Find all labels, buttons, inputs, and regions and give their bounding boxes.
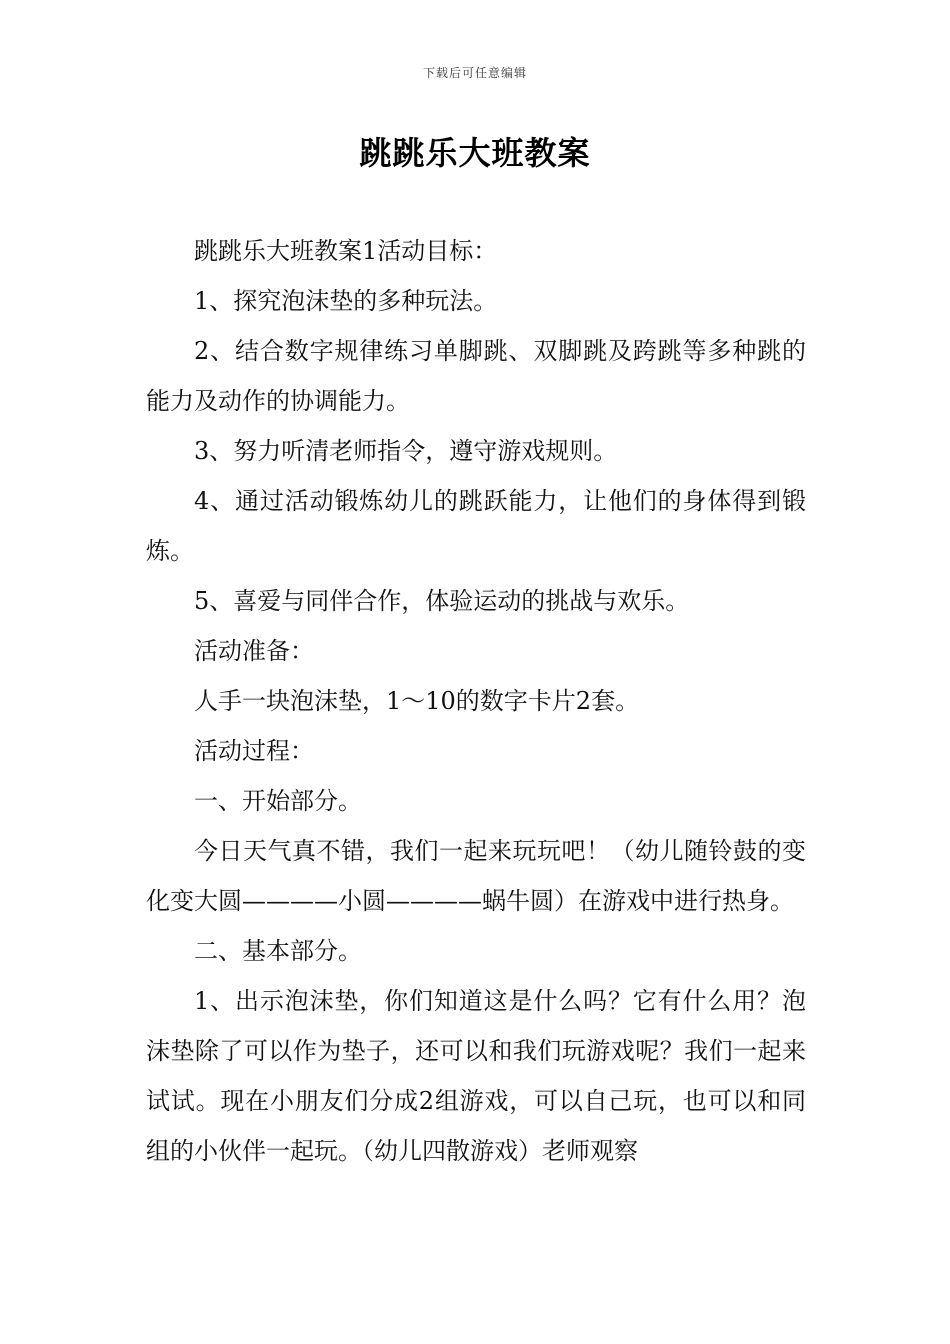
document-title: 跳跳乐大班教案: [359, 134, 591, 172]
paragraph: 1、出示泡沫垫，你们知道这是什么吗？它有什么用？泡沫垫除了可以作为垫子，还可以和我们玩游戏呢？我们一起来试试。现在小朋友们分成2组游戏，可以自己玩，也可以和同组的小伙伴一起玩。（幼儿四散游戏）老师观察: [146, 987, 806, 1165]
paragraph: 5、喜爱与同伴合作，体验运动的挑战与欢乐。: [194, 587, 690, 615]
paragraph: 活动过程：: [194, 737, 314, 765]
paragraph: 一、开始部分。: [194, 787, 362, 815]
paragraph: 二、基本部分。: [194, 937, 362, 965]
paragraph: 1、探究泡沫垫的多种玩法。: [194, 287, 498, 315]
paragraph: 人手一块泡沫垫，1～10的数字卡片2套。: [194, 687, 640, 715]
paragraph: 跳跳乐大班教案1活动目标：: [194, 237, 498, 265]
paragraph: 3、努力听清老师指令，遵守游戏规则。: [194, 437, 618, 465]
paragraph: 2、结合数字规律练习单脚跳、双脚跳及跨跳等多种跳的能力及动作的协调能力。: [146, 337, 806, 415]
paragraph: 活动准备：: [194, 637, 314, 665]
paragraph: 4、通过活动锻炼幼儿的跳跃能力，让他们的身体得到锻炼。: [146, 487, 806, 565]
paragraph: 今日天气真不错，我们一起来玩玩吧！（幼儿随铃鼓的变化变大圆————小圆————蜗牛圆）在游戏中进行热身。: [146, 837, 806, 915]
header-note: 下载后可任意编辑: [422, 66, 527, 80]
document-body: [146, 226, 806, 1176]
